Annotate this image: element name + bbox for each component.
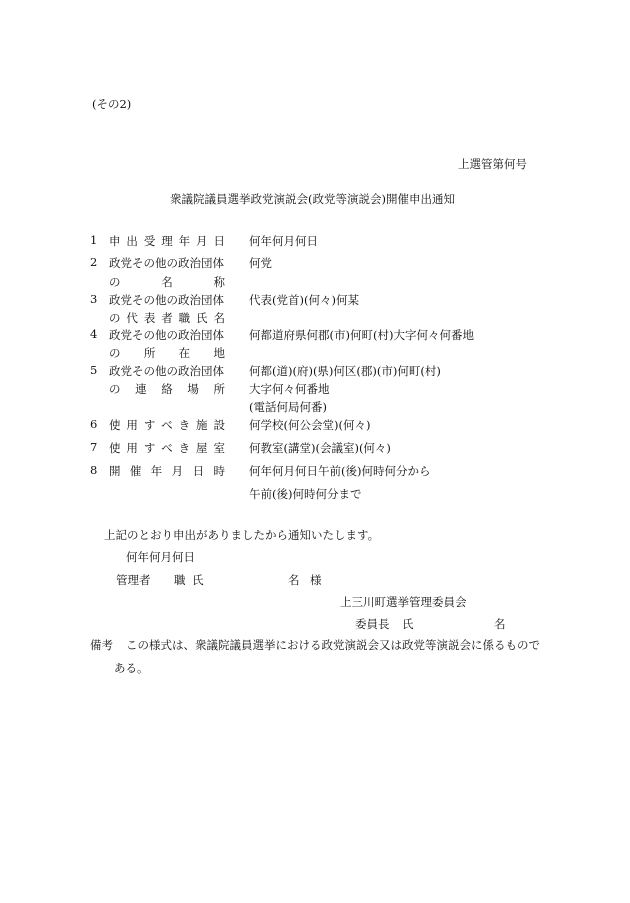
- item-value-5-line1: 何都(道)(府)(県)何区(郡)(市)何町(村): [249, 364, 441, 378]
- issuer-name-2: 名: [494, 617, 506, 631]
- issuer-role: 委員長: [355, 617, 390, 631]
- item-number-6: 6: [90, 417, 98, 431]
- remarks-line-2: ある。: [114, 661, 149, 675]
- item-number-8: 8: [90, 463, 98, 477]
- item-number-2: 2: [90, 255, 98, 269]
- document-number: 上選管第何号: [458, 157, 527, 171]
- document-title: 衆議院議員選挙政党演説会(政党等演説会)開催申出通知: [170, 192, 455, 206]
- addressee-honorific: 様: [310, 573, 322, 587]
- item-value-8-line1: 何年何月何日午前(後)何時何分から: [249, 464, 431, 478]
- item-label-4-line2: の 所 在 地: [109, 346, 225, 360]
- issuer-name-1: 氏: [402, 617, 414, 631]
- item-label-2-line1: 政党その他の政治団体: [109, 256, 224, 270]
- item-label-3-line2: の 代 表 者 職 氏 名: [109, 311, 225, 325]
- issuer-organization: 上三川町選挙管理委員会: [340, 595, 467, 609]
- item-label-6: 使 用 す べ き 施 設: [109, 418, 225, 432]
- item-number-4: 4: [90, 327, 98, 341]
- remarks-line-1: この様式は、衆議院議員選挙における政党演説会又は政党等演説会に係るもので: [126, 638, 540, 652]
- item-label-7: 使 用 す べ き 屋 室: [109, 441, 225, 455]
- item-value-5-line2: 大字何々何番地: [249, 382, 330, 396]
- item-label-5-line2: の 連 絡 場 所: [109, 382, 225, 396]
- addressee-name-2: 名: [288, 573, 300, 587]
- item-label-2-line2: の 名 称: [109, 275, 225, 289]
- item-number-5: 5: [90, 363, 98, 377]
- form-number: (その2): [92, 97, 132, 111]
- item-value-2: 何党: [249, 256, 272, 270]
- item-label-5-line1: 政党その他の政治団体: [109, 364, 224, 378]
- item-label-1: 申 出 受 理 年 月 日: [109, 234, 225, 248]
- notice-text: 上記のとおり申出がありましたから通知いたします。: [104, 528, 380, 542]
- item-value-7: 何教室(講堂)(会議室)(何々): [249, 441, 391, 455]
- item-value-5-line3: (電話何局何番): [249, 400, 327, 414]
- addressee-title: 職: [174, 573, 186, 587]
- item-number-1: 1: [90, 233, 98, 247]
- remarks-label: 備考: [90, 638, 113, 652]
- addressee-name: 氏: [192, 573, 204, 587]
- item-label-3-line1: 政党その他の政治団体: [109, 293, 224, 307]
- item-value-6: 何学校(何公会堂)(何々): [249, 418, 371, 432]
- item-label-4-line1: 政党その他の政治団体: [109, 328, 224, 342]
- item-value-1: 何年何月何日: [249, 234, 318, 248]
- notice-date: 何年何月何日: [126, 550, 195, 564]
- addressee-role: 管理者: [116, 573, 151, 587]
- item-number-3: 3: [90, 292, 98, 306]
- item-value-8-line2: 午前(後)何時何分まで: [249, 487, 362, 501]
- item-value-4: 何都道府県何郡(市)何町(村)大字何々何番地: [249, 328, 474, 342]
- item-label-8: 開 催 年 月 日 時: [109, 464, 225, 478]
- item-value-3: 代表(党首)(何々)何某: [249, 293, 359, 307]
- item-number-7: 7: [90, 440, 98, 454]
